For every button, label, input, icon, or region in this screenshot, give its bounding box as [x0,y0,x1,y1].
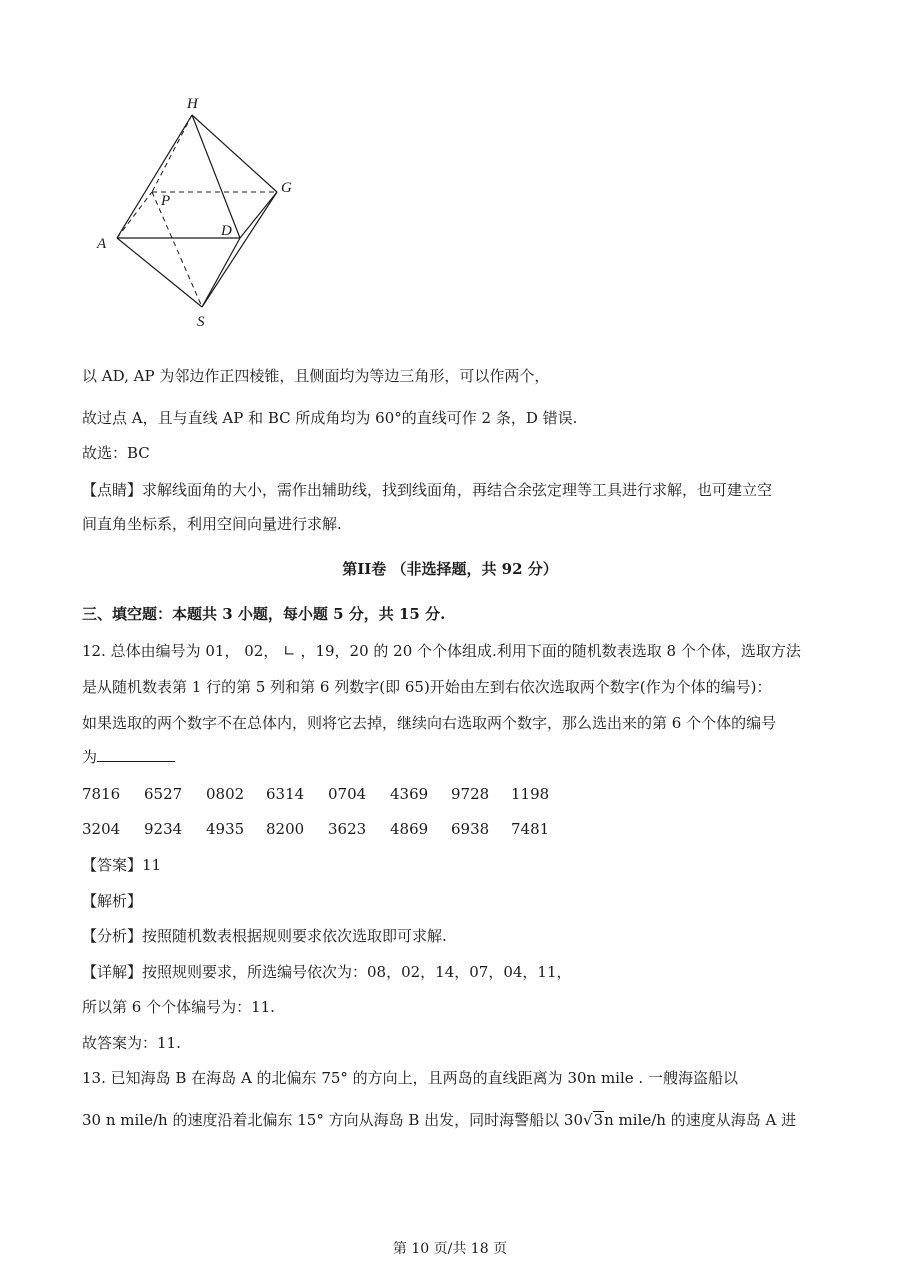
table-cell: 0802 [206,785,245,803]
edge-AS [117,238,202,307]
q13-line-2-a: 30 n mile/h 的速度沿着北偏东 15° 方向从海岛 B 出发，同时海警船以 30 [82,1111,584,1129]
q12-xiangjie: 【详解】按照规则要求，所选编号依次为：08，02，14，07，04，11， [82,963,572,981]
q13-line-2 [82,1110,796,1130]
geometry-figure [80,85,320,335]
text-line-5: 间直角坐标系，利用空间向量进行求解. [82,515,342,533]
q12-fenxi: 【分析】按照随机数表根据规则要求依次选取即可求解. [82,927,447,945]
text-line-4: 【点睛】求解线面角的大小，需作出辅助线，找到线面角，再结合余弦定理等工具进行求解，也可建立空 [82,481,773,499]
table-cell: 7481 [511,820,550,838]
q13-line-1: 13. 已知海岛 B 在海岛 A 的北偏东 75° 的方向上，且两岛的直线距离为 30n mile . 一艘海盗船以 [82,1069,738,1087]
sqrt-symbol: √ [583,1111,593,1129]
sqrt-radicand: 3 [593,1111,604,1129]
edge-HP [152,115,192,192]
edge-HA [117,115,192,238]
edge-DG [240,192,277,238]
q12-line-3: 如果选取的两个数字不在总体内，则将它去掉，继续向右选取两个数字，那么选出来的第 6 个个体的编号 [82,714,777,732]
q12-jiexi: 【解析】 [82,892,143,910]
label-S: S [197,314,205,330]
label-D: D [221,223,232,239]
label-A: A [97,236,107,252]
edge-DS [202,238,240,307]
table-cell: 4935 [206,820,245,838]
edge-HD [192,115,240,238]
table-cell: 1198 [511,785,550,803]
table-cell: 3204 [82,820,121,838]
random-table-row-1 [82,784,571,804]
label-H: H [187,96,198,112]
table-cell: 0704 [328,785,367,803]
part-heading: 三、填空题：本题共 3 小题，每小题 5 分，共 15 分. [82,605,446,623]
q12-line-4 [82,747,175,767]
table-cell: 6314 [266,785,305,803]
answer-blank [97,747,175,762]
table-cell: 8200 [266,820,305,838]
label-G: G [281,180,292,196]
edge-HG [192,115,277,192]
text-line-1: 以 AD, AP 为邻边作正四棱锥，且侧面均为等边三角形，可以作两个， [82,367,550,385]
table-cell: 7816 [82,785,121,803]
page-footer: 第 10 页/共 18 页 [392,1241,508,1257]
text-line-3: 故选：BC [82,444,150,462]
q12-line-1: 12. 总体由编号为 01， 02， ∟ ，19，20 的 20 个个体组成.利用下面的随机数表选取 8 个个体，选取方法 [82,642,801,660]
q12-answer: 【答案】11 [82,856,162,874]
section-title: 第II卷 （非选择题，共 92 分） [342,560,558,578]
table-cell: 9234 [144,820,183,838]
table-cell: 4869 [390,820,429,838]
table-cell: 3623 [328,820,367,838]
table-cell: 6527 [144,785,183,803]
q13-line-2-b: n mile/h 的速度从海岛 A 进 [604,1111,797,1129]
random-table-row-2 [82,819,571,839]
table-cell: 9728 [451,785,490,803]
label-P: P [161,193,171,209]
q12-conclusion: 所以第 6 个个体编号为：11. [82,998,275,1016]
edge-PS [152,192,202,307]
edge-GS [202,192,277,307]
edge-AP [117,192,152,238]
text-line-2: 故过点 A，且与直线 AP 和 BC 所成角均为 60°的直线可作 2 条，D 错误. [82,409,578,427]
q12-line-2: 是从随机数表第 1 行的第 5 列和第 6 列数字(即 65)开始由左到右依次选取两个数字(作为个体的编号)： [82,678,772,696]
q12-final: 故答案为：11. [82,1034,181,1052]
table-cell: 6938 [451,820,490,838]
q12-line-4-text: 为 [82,748,98,766]
table-cell: 4369 [390,785,429,803]
